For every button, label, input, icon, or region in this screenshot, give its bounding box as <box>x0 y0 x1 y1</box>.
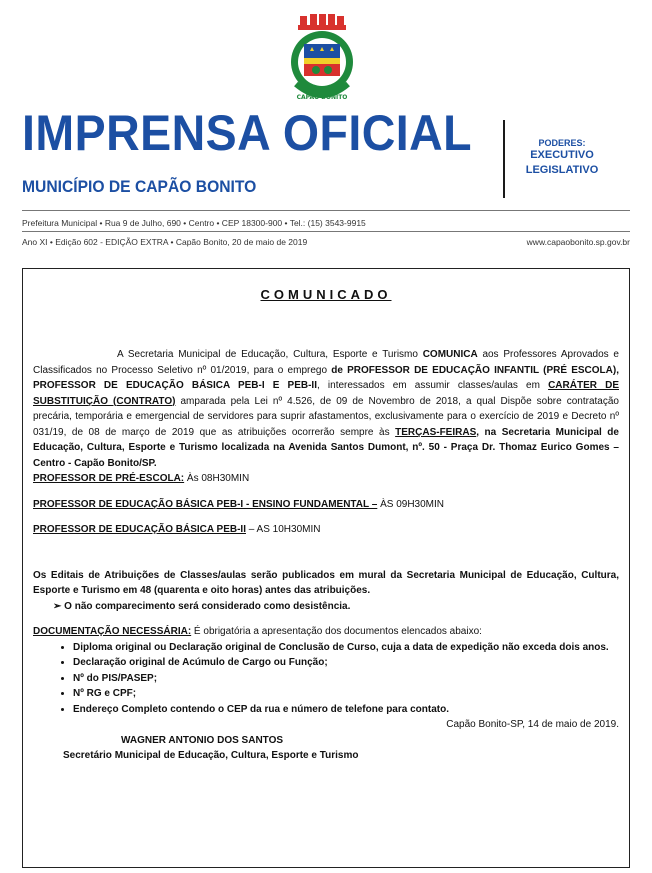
publication-title: IMPRENSA OFICIAL <box>22 105 473 161</box>
intro-paragraph: A Secretaria Municipal de Educação, Cultura, Esporte e Turismo COMUNICA aos Professores Aprovados e Classificados no Processo Seletivo nº 01/2019, para o emprego de PROFESSOR DE EDUCAÇÃO INFANTIL (PRÉ ESCOLA), PROFESSOR DE EDUCAÇÃO BÁSICA PEB-I E PEB-II, interessados em assumir classes/aulas em CARÁTER DE SUBSTITUIÇÃO (CONTRATO) amparada pela Lei nº 4.526, de 09 de Novembro de 2018, a qual Dispõe sobre contratação precária, temporária e emergencial de servidores para suprir afastamentos, exclusivamente para o exercício de 2019 e Decreto nº 031/19, de 08 de março de 2019 que as atribuições ocorrerão sempre às TERÇAS-FEIRAS, na Secretaria Municipal de Educação, Cultura, Esporte e Turismo localizada na Avenida Santos Dumont, nº. 50 - Praça Dr. Thomaz Eurico Gomes – Centro - Capão Bonito/SP. <box>33 349 619 469</box>
edition-line: Ano XI • Edição 602 - EDIÇÃO EXTRA • Capão Bonito, 20 de maio de 2019 <box>22 237 308 247</box>
list-item: • Nº do PIS/PASEP; <box>73 671 619 687</box>
documents-list <box>33 640 619 718</box>
editais-notice: Os Editais de Atribuições de Classes/aulas serão publicados em mural da Secretaria Municipal de Educação, Cultura, Esporte e Turismo em 48 (quarenta e oito horas) antes das atribuições. <box>33 569 619 596</box>
list-item: • Endereço Completo contendo o CEP da rua e número de telefone para contato. <box>73 702 619 718</box>
powers-label: PODERES: <box>538 138 586 148</box>
header-divider <box>503 120 505 198</box>
divider-top <box>22 210 630 211</box>
announcement-box <box>22 268 630 868</box>
website-link[interactable]: www.capaobonito.sp.gov.br <box>526 237 630 247</box>
power-executivo: EXECUTIVO <box>530 149 594 161</box>
power-legislativo: LEGISLATIVO <box>525 164 599 176</box>
schedule-peb-i: PROFESSOR DE EDUCAÇÃO BÁSICA PEB-I - ENSINO FUNDAMENTAL – ÀS 09H30MIN <box>33 498 444 510</box>
signer-title: Secretário Municipal de Educação, Cultura, Esporte e Turismo <box>63 750 359 761</box>
municipal-crest-logo <box>286 14 358 104</box>
address-line: Prefeitura Municipal • Rua 9 de Julho, 690 • Centro • CEP 18300-900 • Tel.: (15) 3543-9915 <box>22 218 366 228</box>
schedule-pre-escola: PROFESSOR DE PRÉ-ESCOLA: Às 08H30MIN <box>33 473 250 484</box>
announcement-body <box>33 347 619 764</box>
divider-middle <box>22 231 630 232</box>
signer-name: WAGNER ANTONIO DOS SANTOS <box>121 734 284 746</box>
list-item: • Declaração original de Acúmulo de Cargo ou Função; <box>73 655 619 671</box>
crest-text: CAPÃO BONITO <box>296 94 348 101</box>
powers-block <box>512 138 612 178</box>
documents-intro: DOCUMENTAÇÃO NECESSÁRIA: É obrigatória a apresentação dos documentos elencados abaixo: <box>33 626 482 637</box>
announcement-heading: COMUNICADO <box>260 287 392 302</box>
absence-note: ➢ O não comparecimento será considerado como desistência. <box>53 600 351 612</box>
municipality-subtitle: MUNICÍPIO DE CAPÃO BONITO <box>22 177 257 196</box>
arrow-bullet-icon: ➢ <box>53 600 65 612</box>
list-item: • Diploma original ou Declaração original de Conclusão de Curso, cuja a data de expedição não exceda dois anos. <box>73 640 619 656</box>
place-date: Capão Bonito-SP, 14 de maio de 2019. <box>446 719 619 730</box>
list-item: • Nº RG e CPF; <box>73 686 619 702</box>
schedule-peb-ii: PROFESSOR DE EDUCAÇÃO BÁSICA PEB-II – AS 10H30MIN <box>33 524 321 535</box>
